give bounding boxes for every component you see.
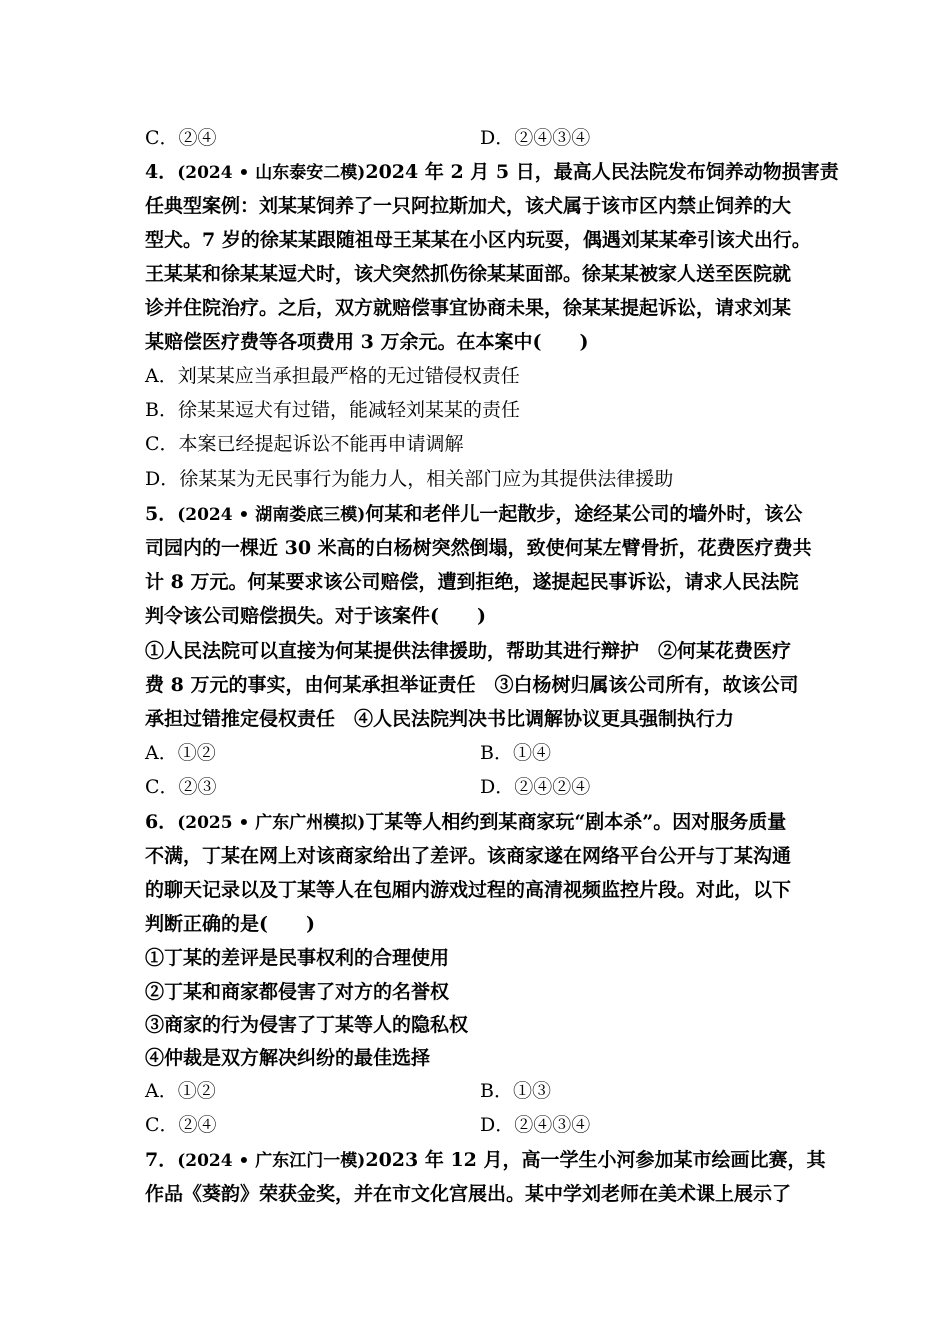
q5-stem-line-3: 计 8 万元。何某要求该公司赔偿，遭到拒绝，遂提起民事诉讼，请求人民法院: [145, 571, 799, 593]
q6-option-c[interactable]: C．②④: [145, 1114, 217, 1136]
q5-option-a[interactable]: A．①②: [145, 742, 216, 764]
q5-number: 5．: [145, 503, 178, 525]
q7-stem-line-2: 作品《葵韵》荣获金奖，并在市文化宫展出。某中学刘老师在美术课上展示了: [145, 1183, 792, 1205]
q6-source: (2025 • 广东广州模拟): [177, 813, 366, 833]
q4-stem-line-3: 型犬。7 岁的徐某某跟随祖母王某某在小区内玩耍，偶遇刘某某牵引该犬出行。: [145, 229, 811, 251]
q4-stem-line-4: 王某某和徐某某逗犬时，该犬突然抓伤徐某某面部。徐某某被家人送至医院就: [145, 263, 792, 285]
q7-stem-line-1: [145, 1143, 826, 1177]
q5-stem-line-4: 判令该公司赔偿损失。对于该案件( ): [145, 605, 486, 627]
q6-statement-2: ②丁某和商家都侵害了对方的名誉权: [145, 981, 450, 1003]
q6-text-1: 丁某等人相约到某商家玩“剧本杀”。因对服务质量: [365, 811, 787, 833]
q4-option-a[interactable]: A．刘某某应当承担最严格的无过错侵权责任: [145, 365, 520, 387]
q5-statement-line-3: 承担过错推定侵权责任 ④人民法院判决书比调解协议更具强制执行力: [145, 708, 735, 730]
q5-stem-line-2: 司园内的一棵近 30 米高的白杨树突然倒塌，致使何某左臂骨折，花费医疗费共: [145, 537, 812, 559]
q6-statement-3: ③商家的行为侵害了丁某等人的隐私权: [145, 1014, 469, 1036]
q5-option-b[interactable]: B．①④: [480, 742, 551, 764]
q4-option-b[interactable]: B．徐某某逗犬有过错，能减轻刘某某的责任: [145, 399, 520, 421]
q3-option-c[interactable]: C．②④: [145, 127, 217, 149]
q4-number: 4．: [145, 161, 178, 183]
q4-stem-line-2: 任典型案例：刘某某饲养了一只阿拉斯加犬，该犬属于该市区内禁止饲养的大: [145, 195, 792, 217]
q6-statement-4: ④仲裁是双方解决纠纷的最佳选择: [145, 1047, 431, 1069]
q4-text-1: 2024 年 2 月 5 日，最高人民法院发布饲养动物损害责: [365, 161, 839, 183]
q6-stem-line-3: 的聊天记录以及丁某等人在包厢内游戏过程的高清视频监控片段。对此，以下: [145, 879, 792, 901]
q7-number: 7．: [145, 1149, 178, 1171]
q3-option-d[interactable]: D．②④③④: [480, 127, 591, 149]
q5-statement-line-2: 费 8 万元的事实，由何某承担举证责任 ③白杨树归属该公司所有，故该公司: [145, 674, 799, 696]
q6-stem-line-2: 不满，丁某在网上对该商家给出了差评。该商家遂在网络平台公开与丁某沟通: [145, 845, 792, 867]
q5-option-c[interactable]: C．②③: [145, 776, 217, 798]
q4-stem-line-5: 诊并住院治疗。之后，双方就赔偿事宜协商未果，徐某某提起诉讼，请求刘某: [145, 297, 792, 319]
q6-option-d[interactable]: D．②④③④: [480, 1114, 591, 1136]
q5-stem-line-1: [145, 497, 810, 531]
q5-text-1: 何某和老伴儿一起散步，途经某公司的墙外时，该公: [365, 503, 803, 525]
q6-statement-1: ①丁某的差评是民事权利的合理使用: [145, 947, 450, 969]
q6-number: 6．: [145, 811, 178, 833]
q4-stem-line-1: [145, 155, 839, 189]
q6-stem-line-1: [145, 805, 810, 839]
q5-option-d[interactable]: D．②④②④: [480, 776, 591, 798]
q5-statement-line-1: ①人民法院可以直接为何某提供法律援助，帮助其进行辩护 ②何某花费医疗: [145, 640, 792, 662]
q7-text-1: 2023 年 12 月，高一学生小河参加某市绘画比赛，其: [365, 1149, 826, 1171]
q6-stem-line-4: 判断正确的是( ): [145, 913, 315, 935]
q4-stem-line-6: 某赔偿医疗费等各项费用 3 万余元。在本案中( ): [145, 331, 589, 353]
q5-source: (2024 • 湖南娄底三模): [177, 505, 366, 525]
q7-source: (2024 • 广东江门一模): [177, 1151, 366, 1171]
q4-option-c[interactable]: C．本案已经提起诉讼不能再申请调解: [145, 433, 464, 455]
q4-option-d[interactable]: D．徐某某为无民事行为能力人，相关部门应为其提供法律援助: [145, 468, 674, 490]
q6-option-a[interactable]: A．①②: [145, 1080, 216, 1102]
q6-option-b[interactable]: B．①③: [480, 1080, 551, 1102]
q4-source: (2024 • 山东泰安二模): [177, 163, 366, 183]
